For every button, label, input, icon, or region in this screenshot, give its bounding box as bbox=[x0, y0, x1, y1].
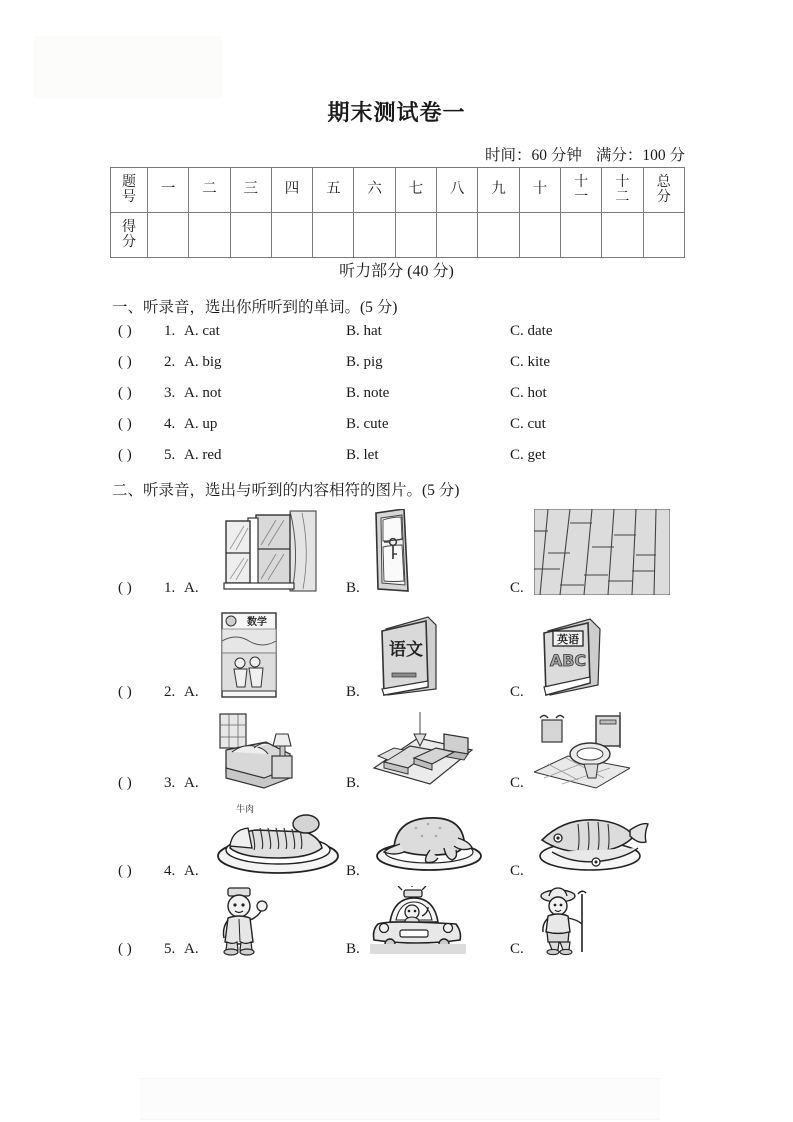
option-c-1[interactable]: C. date bbox=[510, 323, 553, 339]
math-textbook-title: 数学 bbox=[247, 617, 267, 628]
pic-option-c-label-4: C. bbox=[510, 863, 524, 879]
option-c-3[interactable]: C. hot bbox=[510, 385, 547, 401]
score-table-row-header-score: 得 分 bbox=[111, 213, 148, 258]
chinese-textbook-icon[interactable] bbox=[370, 611, 446, 699]
pic-option-c-label-1: C. bbox=[510, 580, 524, 596]
score-table-col-11: 十 一 bbox=[560, 168, 601, 213]
score-cell-8[interactable] bbox=[437, 213, 478, 258]
option-a-5[interactable]: A. red bbox=[184, 447, 222, 463]
picture-question-2 bbox=[118, 613, 718, 701]
word-question-3 bbox=[118, 385, 678, 416]
exam-meta bbox=[485, 143, 685, 165]
answer-blank-2[interactable]: ( ) bbox=[118, 354, 132, 370]
score-cell-1[interactable] bbox=[148, 213, 189, 258]
section-two-heading: 二、听录音，选出与听到的内容相符的图片。(5 分) bbox=[112, 482, 460, 499]
picture-question-1 bbox=[118, 509, 718, 597]
english-textbook-icon[interactable] bbox=[534, 611, 610, 699]
score-cell-4[interactable] bbox=[271, 213, 312, 258]
answer-blank-5[interactable]: ( ) bbox=[118, 447, 132, 463]
score-cell-5[interactable] bbox=[313, 213, 354, 258]
question-number-4: 4. bbox=[164, 416, 176, 432]
score-cell-9[interactable] bbox=[478, 213, 519, 258]
pic-option-b-label-5: B. bbox=[346, 941, 360, 957]
option-a-3[interactable]: A. not bbox=[184, 385, 222, 401]
picture-question-4 bbox=[118, 800, 718, 880]
pic-question-number-1: 1. bbox=[164, 580, 176, 596]
pic-question-number-5: 5. bbox=[164, 941, 176, 957]
fish-on-plate-icon[interactable] bbox=[534, 800, 652, 878]
pic-option-b-label-1: B. bbox=[346, 580, 360, 596]
pic-option-c-label-3: C. bbox=[510, 775, 524, 791]
option-b-2[interactable]: B. pig bbox=[346, 354, 383, 370]
option-b-5[interactable]: B. let bbox=[346, 447, 379, 463]
score-table-col-2: 二 bbox=[189, 168, 230, 213]
score-cell-6[interactable] bbox=[354, 213, 395, 258]
person-waving-icon[interactable] bbox=[214, 886, 272, 956]
score-table-col-5: 五 bbox=[313, 168, 354, 213]
roast-chicken-on-plate-icon[interactable] bbox=[370, 800, 488, 878]
option-a-4[interactable]: A. up bbox=[184, 416, 218, 432]
option-b-1[interactable]: B. hat bbox=[346, 323, 382, 339]
pic-option-a-label-3: A. bbox=[184, 775, 199, 791]
living-room-icon[interactable] bbox=[370, 712, 480, 790]
pic-option-c-label-5: C. bbox=[510, 941, 524, 957]
question-number-1: 1. bbox=[164, 323, 176, 339]
english-textbook-abc: ABC bbox=[549, 651, 587, 670]
score-table-col-1: 一 bbox=[148, 168, 189, 213]
bathroom-icon[interactable] bbox=[534, 712, 630, 790]
pic-answer-blank-1[interactable]: ( ) bbox=[118, 580, 132, 596]
score-table-col-6: 六 bbox=[354, 168, 395, 213]
police-car-driver-icon[interactable] bbox=[370, 886, 466, 956]
english-textbook-title: 英语 bbox=[557, 633, 579, 646]
score-cell-10[interactable] bbox=[519, 213, 560, 258]
picture-question-5 bbox=[118, 888, 718, 958]
score-table-col-10: 十 bbox=[519, 168, 560, 213]
word-question-2 bbox=[118, 354, 678, 385]
listening-part-heading: 听力部分 (40 分) bbox=[339, 263, 454, 280]
pic-option-b-label-2: B. bbox=[346, 684, 360, 700]
door-with-key-icon[interactable] bbox=[370, 509, 414, 595]
word-question-5 bbox=[118, 447, 678, 478]
score-table-col-4: 四 bbox=[271, 168, 312, 213]
pic-answer-blank-3[interactable]: ( ) bbox=[118, 775, 132, 791]
answer-blank-4[interactable]: ( ) bbox=[118, 416, 132, 432]
beef-on-plate-icon[interactable] bbox=[214, 800, 342, 878]
pic-answer-blank-4[interactable]: ( ) bbox=[118, 863, 132, 879]
option-c-5[interactable]: C. get bbox=[510, 447, 546, 463]
score-cell-11[interactable] bbox=[560, 213, 601, 258]
score-cell-2[interactable] bbox=[189, 213, 230, 258]
score-cell-3[interactable] bbox=[230, 213, 271, 258]
pic-option-a-label-5: A. bbox=[184, 941, 199, 957]
score-cell-total[interactable] bbox=[643, 213, 684, 258]
open-window-with-curtain-icon[interactable] bbox=[214, 509, 322, 595]
wooden-floor-icon[interactable] bbox=[534, 509, 670, 595]
bedroom-icon[interactable] bbox=[214, 712, 298, 790]
beef-label: 牛肉 bbox=[236, 805, 255, 815]
score-table bbox=[110, 167, 685, 258]
score-table-col-8: 八 bbox=[437, 168, 478, 213]
pic-option-a-label-2: A. bbox=[184, 684, 199, 700]
score-table-col-3: 三 bbox=[230, 168, 271, 213]
chinese-textbook-title: 语文 bbox=[389, 640, 423, 660]
score-cell-7[interactable] bbox=[395, 213, 436, 258]
score-table-col-9: 九 bbox=[478, 168, 519, 213]
pic-option-a-label-4: A. bbox=[184, 863, 199, 879]
pic-question-number-3: 3. bbox=[164, 775, 176, 791]
table-row-scores bbox=[111, 213, 685, 258]
question-number-2: 2. bbox=[164, 354, 176, 370]
page-title: 期末测试卷一 bbox=[327, 101, 466, 126]
pic-option-b-label-3: B. bbox=[346, 775, 360, 791]
pic-option-b-label-4: B. bbox=[346, 863, 360, 879]
option-c-4[interactable]: C. cut bbox=[510, 416, 546, 432]
pic-option-a-label-1: A. bbox=[184, 580, 199, 596]
option-a-2[interactable]: A. big bbox=[184, 354, 222, 370]
score-table-col-12: 十 二 bbox=[602, 168, 643, 213]
pic-question-number-4: 4. bbox=[164, 863, 176, 879]
score-table-col-7: 七 bbox=[395, 168, 436, 213]
answer-blank-3[interactable]: ( ) bbox=[118, 385, 132, 401]
total-score-label: 满分：100 分 bbox=[595, 147, 685, 164]
option-b-4[interactable]: B. cute bbox=[346, 416, 389, 432]
word-question-4 bbox=[118, 416, 678, 447]
hiker-with-stick-icon[interactable] bbox=[534, 886, 596, 956]
answer-blank-1[interactable]: ( ) bbox=[118, 323, 132, 339]
time-label: 时间：60 分钟 bbox=[484, 147, 582, 164]
score-table-row-header-question: 题 号 bbox=[111, 168, 148, 213]
option-b-3[interactable]: B. note bbox=[346, 385, 390, 401]
math-textbook-icon[interactable] bbox=[214, 611, 284, 699]
question-number-3: 3. bbox=[164, 385, 176, 401]
table-row-question-numbers bbox=[111, 168, 685, 213]
picture-question-3 bbox=[118, 712, 718, 792]
score-cell-12[interactable] bbox=[602, 213, 643, 258]
score-table-col-total: 总 分 bbox=[643, 168, 684, 213]
pic-answer-blank-5[interactable]: ( ) bbox=[118, 941, 132, 957]
pic-question-number-2: 2. bbox=[164, 684, 176, 700]
pic-option-c-label-2: C. bbox=[510, 684, 524, 700]
option-c-2[interactable]: C. kite bbox=[510, 354, 550, 370]
pic-answer-blank-2[interactable]: ( ) bbox=[118, 684, 132, 700]
word-question-1 bbox=[118, 323, 678, 354]
question-number-5: 5. bbox=[164, 447, 176, 463]
option-a-1[interactable]: A. cat bbox=[184, 323, 220, 339]
section-one-heading: 一、听录音，选出你所听到的单词。(5 分) bbox=[112, 299, 398, 316]
